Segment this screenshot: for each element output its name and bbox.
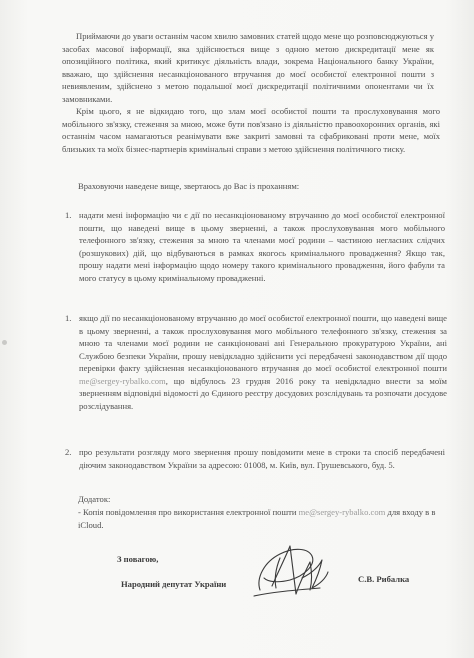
- request-item: [65, 209, 445, 284]
- attachment-text-before: - Копія повідомлення про використання електронної пошти: [78, 507, 299, 517]
- closing-respect: З повагою,: [117, 554, 159, 564]
- paragraph-law-enforcement: Крім цього, я не відкидаю того, що злам моєї особистої пошти та прослуховування мого мобільного зв'язку, стеження за мною, може бути пов'язано із діяльністю правоохоронних органів, які останнім часом намагаються реанімувати вже закриті замовні та сфабриковані проти мене, моїх близьких та моїх бізнес-партнерів кримінальні справи з метою здійснення політичного тиску.: [62, 106, 440, 154]
- paragraph-defamation: Приймаючи до уваги останнім часом хвилю замовних статей щодо мене що розповсюджуються у засобах масової інформації, яка здійснюється вище з одною метою дискредитації мене як опозиційного політика, який критикує діяльність влади, зокрема Національного банку України, вважаю, що здійснення несанкціонованого втручання до моєї особистої електронної пошти з невиявленим, здійснено з метою подальшої моєї дискредитації політичними опонентами чи їх замовниками.: [62, 31, 434, 104]
- request-list-3: [65, 446, 445, 471]
- request-number: 1.: [65, 210, 72, 220]
- handwritten-signature: [250, 538, 332, 606]
- request-text-continued: , що відбулось 23 грудня 2016 року та невідкладно внести за моїм зверненням відповідні відомості до Єдиного реєстру досудових розслідувань та розпочати досудове розслідування.: [79, 375, 447, 411]
- request-item: [65, 446, 445, 471]
- request-item: [65, 312, 447, 412]
- request-number: 2.: [65, 447, 72, 457]
- attachment-email-link[interactable]: me@sergey-rybalko.com: [298, 507, 386, 517]
- attachment-text: [78, 506, 440, 531]
- request-text: якщо дії по несанкціонованому втручанню до моєї особистої електронної пошти, що наведені вище в цьому зверненні, а також прослуховування мого мобільного телефонного зв'язку, стеження за мною та членами моєї родини не санкціоновані ані Генеральною прокуратурою України, ані Службою безпеки України, прошу невідкладно здійснити усі передбачені законодавством дії щодо перевірки факту здійснення несанкціонованого втручання до моєї особистої електронної пошти: [79, 313, 447, 373]
- paragraph-request-intro: Враховуючи наведене вище, звертаюсь до Вас із проханням:: [78, 181, 300, 191]
- signer-name: С.В. Рибалка: [358, 574, 410, 584]
- request-text: надати мені інформацію чи є дії по несанкціонованому втручанню до моєї особистої електронної пошти, що наведені вище в цьому зверненні, а також прослуховування мого мобільного телефонного зв'язку, стеження за мною та членами моєї родини – частиною негласних слідчих (розшукових) дій, що відбуваються в рамках якогось кримінального провадження? Якщо так, прошу надати мені інформацію щодо номеру такого кримінального провадження, його фабули та мого статусу в цьому кримінальному провадженні.: [79, 210, 445, 283]
- attachment-title: Додаток:: [78, 494, 111, 504]
- request-list-2: [65, 312, 447, 412]
- signer-position: Народний депутат України: [121, 579, 227, 589]
- punch-hole-mark: [2, 340, 7, 345]
- request-number: 1.: [65, 313, 72, 323]
- attachment-text-after: для входу в в iCloud.: [78, 507, 436, 530]
- request-text: про результати розгляду мого звернення прошу повідомити мене в строки та спосіб передбачені діючим законодавством України за адресою: 01008, м. Київ, вул. Грушевського, буд. 5.: [79, 447, 445, 470]
- request-list-1: [65, 209, 445, 284]
- email-link[interactable]: me@sergey-rybalko.com: [79, 375, 166, 386]
